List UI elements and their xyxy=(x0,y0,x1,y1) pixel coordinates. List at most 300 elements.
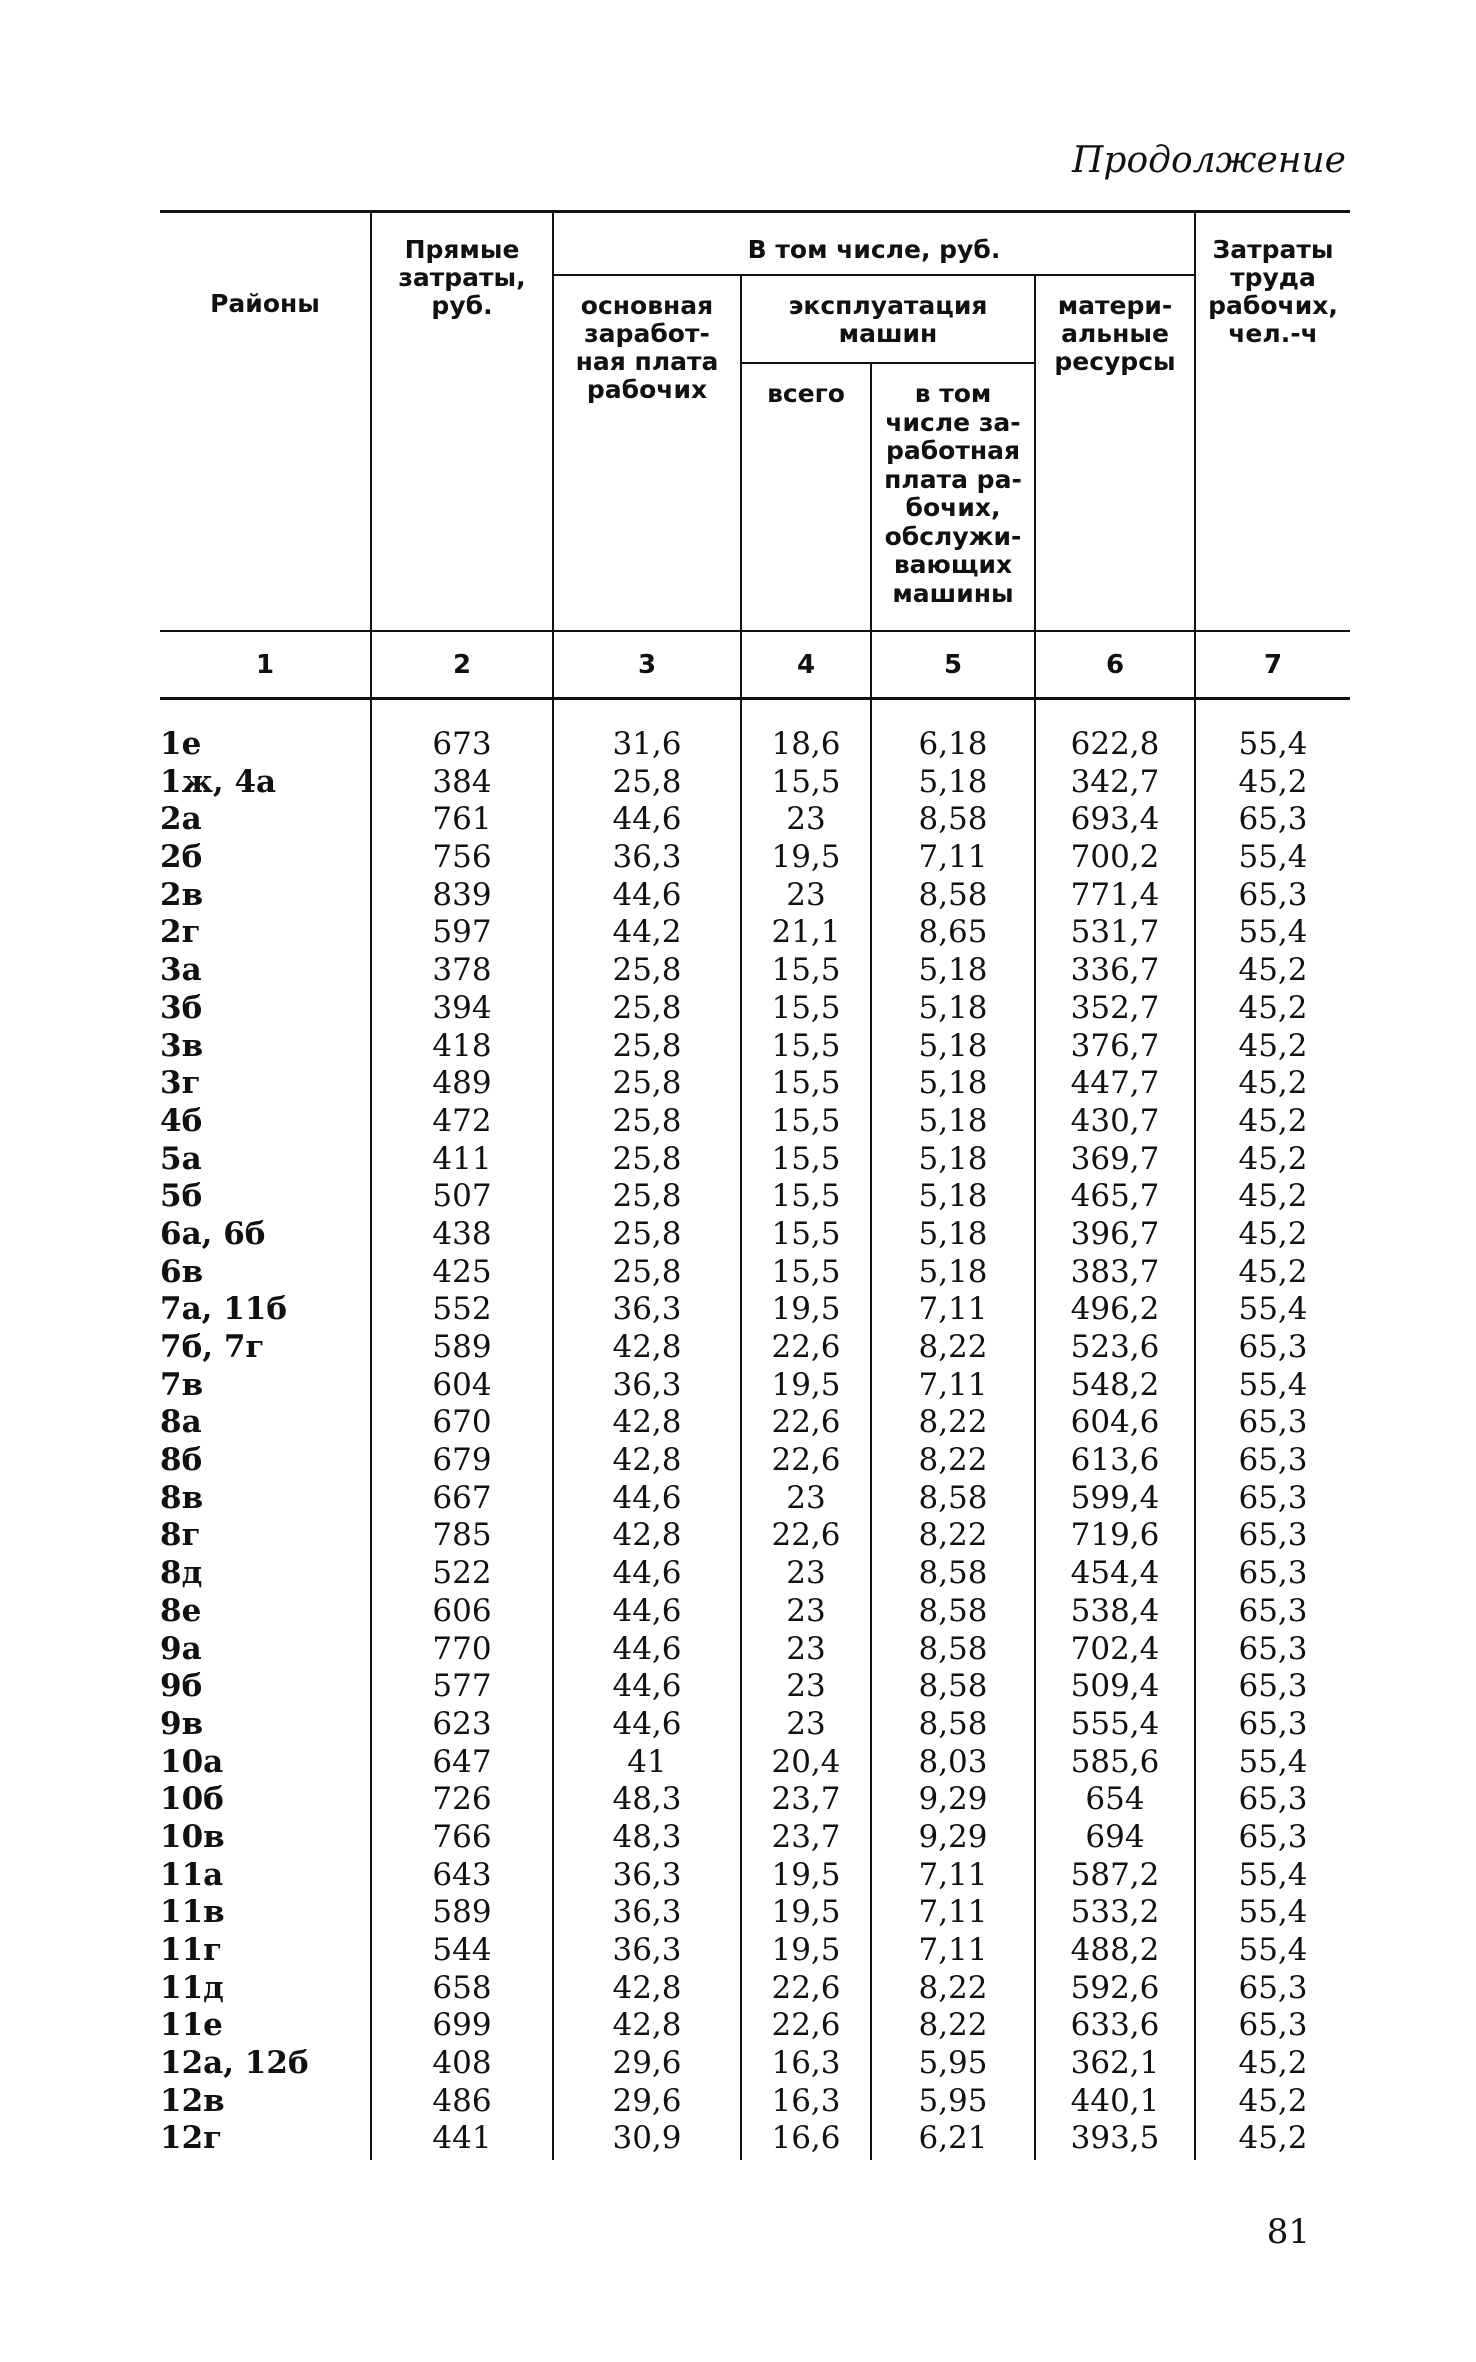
table-row xyxy=(160,1178,1350,1216)
table-row xyxy=(160,2007,1350,2045)
group-main-rule xyxy=(554,274,1194,276)
cell-district: 2г xyxy=(160,914,201,951)
table-top-rule xyxy=(160,210,1350,213)
cell-district: 3г xyxy=(160,1065,201,1102)
cell-direct-costs: 699 xyxy=(432,2007,492,2044)
cell-labor: 65,3 xyxy=(1238,1592,1308,1629)
cell-machines-wages: 8,58 xyxy=(918,1668,988,1705)
cell-labor: 55,4 xyxy=(1238,1856,1308,1893)
table-row xyxy=(160,1291,1350,1329)
cell-machines-total: 22,6 xyxy=(771,2007,841,2044)
cell-direct-costs: 441 xyxy=(432,2120,492,2157)
cell-machines-total: 23 xyxy=(786,876,826,913)
cell-materials: 496,2 xyxy=(1070,1291,1160,1328)
cell-machines-total: 22,6 xyxy=(771,1404,841,1441)
cell-direct-costs: 756 xyxy=(432,839,492,876)
cell-machines-wages: 5,18 xyxy=(918,1215,988,1252)
table-body xyxy=(160,726,1350,2158)
cell-materials: 633,6 xyxy=(1070,2007,1160,2044)
cell-district: 1ж, 4а xyxy=(160,763,277,800)
cell-base-wages: 36,3 xyxy=(612,1932,682,1968)
cell-base-wages: 44,6 xyxy=(612,1592,682,1629)
cell-materials: 383,7 xyxy=(1070,1253,1160,1290)
cell-machines-wages: 5,18 xyxy=(918,1027,988,1064)
cell-base-wages: 36,3 xyxy=(612,1894,682,1931)
cell-materials: 454,4 xyxy=(1070,1555,1160,1592)
cell-base-wages: 44,2 xyxy=(612,914,682,951)
cell-district: 2б xyxy=(160,839,203,876)
table-row xyxy=(160,726,1350,764)
cell-district: 10б xyxy=(160,1781,224,1818)
cell-base-wages: 36,3 xyxy=(612,1856,682,1893)
cell-machines-wages: 8,65 xyxy=(918,914,988,951)
cell-district: 8в xyxy=(160,1479,204,1516)
cell-labor: 45,2 xyxy=(1238,763,1308,800)
continued-label: Продолжение xyxy=(1072,140,1346,181)
table-row xyxy=(160,2045,1350,2083)
group-machines-rule xyxy=(742,362,1034,364)
cell-direct-costs: 507 xyxy=(432,1178,492,1215)
cell-base-wages: 44,6 xyxy=(612,1705,682,1742)
cell-labor: 45,2 xyxy=(1238,1215,1308,1252)
cell-machines-wages: 8,58 xyxy=(918,1592,988,1629)
cell-labor: 55,4 xyxy=(1238,839,1308,876)
cell-base-wages: 42,8 xyxy=(612,1442,682,1479)
cell-district: 2а xyxy=(160,801,202,838)
header-group-machines-line: машин xyxy=(838,319,938,348)
cell-materials: 376,7 xyxy=(1070,1027,1160,1064)
cell-machines-total: 19,5 xyxy=(771,1291,841,1328)
table-row xyxy=(160,839,1350,877)
cell-direct-costs: 486 xyxy=(432,2082,492,2119)
cell-labor: 45,2 xyxy=(1238,1140,1308,1177)
cell-direct-costs: 384 xyxy=(432,763,492,800)
table-row xyxy=(160,1932,1350,1970)
cell-direct-costs: 670 xyxy=(432,1404,492,1441)
header-col5-line: машины xyxy=(892,578,1014,608)
cell-machines-total: 23,7 xyxy=(771,1781,841,1818)
cell-base-wages: 44,6 xyxy=(612,801,682,838)
table-row xyxy=(160,1254,1350,1292)
cell-materials: 352,7 xyxy=(1070,989,1160,1026)
cell-machines-wages: 8,03 xyxy=(918,1743,988,1780)
table-row xyxy=(160,1404,1350,1442)
header-col5-line: бочих, xyxy=(905,493,1001,522)
cell-machines-wages: 6,21 xyxy=(918,2120,988,2157)
cell-machines-wages: 5,18 xyxy=(918,1253,988,1290)
header-col4 xyxy=(742,380,870,408)
table-row xyxy=(160,952,1350,990)
cell-machines-wages: 5,95 xyxy=(918,2082,988,2119)
cell-machines-total: 23 xyxy=(786,801,826,838)
cell-machines-wages: 8,58 xyxy=(918,1479,988,1516)
header-col6-line: матери- xyxy=(1057,291,1173,320)
cell-direct-costs: 577 xyxy=(432,1668,492,1705)
cell-materials: 362,1 xyxy=(1070,2045,1160,2082)
cell-labor: 55,4 xyxy=(1238,1366,1308,1403)
table-row xyxy=(160,1781,1350,1819)
cell-labor: 65,3 xyxy=(1238,1969,1308,2006)
table-row xyxy=(160,914,1350,952)
cell-machines-wages: 5,18 xyxy=(918,1102,988,1139)
cell-materials: 585,6 xyxy=(1070,1743,1160,1780)
cell-direct-costs: 673 xyxy=(432,726,492,762)
cell-machines-total: 18,6 xyxy=(771,726,841,762)
cell-district: 7б, 7г xyxy=(160,1329,265,1365)
cell-machines-total: 15,5 xyxy=(771,1178,841,1215)
table-row xyxy=(160,877,1350,915)
cell-labor: 65,3 xyxy=(1238,1630,1308,1667)
column-number: 3 xyxy=(637,650,657,680)
cell-materials: 393,5 xyxy=(1070,2120,1160,2157)
cell-machines-total: 23 xyxy=(786,1668,826,1705)
cell-machines-total: 19,5 xyxy=(771,1932,841,1968)
cell-machines-wages: 8,22 xyxy=(918,1329,988,1365)
cell-direct-costs: 544 xyxy=(432,1932,492,1968)
cell-base-wages: 36,3 xyxy=(612,839,682,876)
cell-machines-total: 23 xyxy=(786,1705,826,1742)
cell-labor: 55,4 xyxy=(1238,1932,1308,1968)
cell-materials: 592,6 xyxy=(1070,1969,1160,2006)
cell-machines-total: 22,6 xyxy=(771,1442,841,1479)
table-row xyxy=(160,2083,1350,2121)
cell-machines-total: 23 xyxy=(786,1592,826,1629)
header-col5-line: работная xyxy=(885,436,1021,465)
cell-labor: 65,3 xyxy=(1238,1442,1308,1479)
cell-direct-costs: 411 xyxy=(432,1140,492,1177)
cell-machines-wages: 6,18 xyxy=(918,726,988,762)
cell-machines-total: 16,6 xyxy=(771,2120,841,2157)
cell-district: 6а, 6б xyxy=(160,1215,266,1252)
table-row xyxy=(160,1593,1350,1631)
cell-direct-costs: 378 xyxy=(432,952,492,989)
cell-labor: 55,4 xyxy=(1238,1291,1308,1328)
header-col5 xyxy=(872,380,1034,608)
cell-labor: 65,3 xyxy=(1238,1818,1308,1855)
cell-district: 8д xyxy=(160,1555,203,1592)
table-row xyxy=(160,801,1350,839)
cell-materials: 771,4 xyxy=(1070,876,1160,913)
cell-base-wages: 25,8 xyxy=(612,1140,682,1177)
table-row xyxy=(160,1819,1350,1857)
cell-base-wages: 25,8 xyxy=(612,763,682,800)
cell-direct-costs: 589 xyxy=(432,1894,492,1931)
table-row xyxy=(160,1631,1350,1669)
cell-materials: 447,7 xyxy=(1070,1065,1160,1102)
cell-labor: 65,3 xyxy=(1238,1668,1308,1705)
header-col6-line: альные xyxy=(1061,319,1169,348)
cell-machines-total: 22,6 xyxy=(771,1969,841,2006)
cell-machines-total: 15,5 xyxy=(771,1215,841,1252)
cell-district: 8а xyxy=(160,1404,202,1441)
cell-district: 9б xyxy=(160,1668,203,1705)
cell-district: 7а, 11б xyxy=(160,1291,288,1328)
table-row xyxy=(160,1668,1350,1706)
table-row xyxy=(160,2120,1350,2158)
cell-labor: 65,3 xyxy=(1238,1404,1308,1441)
cell-materials: 531,7 xyxy=(1070,914,1160,951)
header-col2-line: руб. xyxy=(431,291,493,320)
cell-labor: 65,3 xyxy=(1238,1329,1308,1365)
cell-direct-costs: 726 xyxy=(432,1781,492,1818)
cell-labor: 45,2 xyxy=(1238,952,1308,989)
cell-machines-total: 19,5 xyxy=(771,839,841,876)
column-number: 4 xyxy=(796,650,816,680)
cell-machines-wages: 8,58 xyxy=(918,1705,988,1742)
cell-materials: 342,7 xyxy=(1070,763,1160,800)
cell-direct-costs: 770 xyxy=(432,1630,492,1667)
cell-materials: 693,4 xyxy=(1070,801,1160,838)
cell-materials: 430,7 xyxy=(1070,1102,1160,1139)
header-col4-line: всего xyxy=(767,379,845,408)
cell-base-wages: 42,8 xyxy=(612,1517,682,1554)
table-row xyxy=(160,1103,1350,1141)
cell-machines-total: 15,5 xyxy=(771,1253,841,1290)
header-col7-line: Затраты xyxy=(1212,235,1334,264)
header-group-main-line: В том числе, руб. xyxy=(747,235,1001,264)
cell-materials: 369,7 xyxy=(1070,1140,1160,1177)
cell-labor: 45,2 xyxy=(1238,1102,1308,1139)
cell-machines-wages: 8,22 xyxy=(918,1517,988,1554)
column-number: 5 xyxy=(943,650,963,680)
cell-machines-total: 19,5 xyxy=(771,1366,841,1403)
cell-labor: 45,2 xyxy=(1238,1253,1308,1290)
header-col7 xyxy=(1196,236,1350,348)
cell-direct-costs: 606 xyxy=(432,1592,492,1629)
cell-labor: 65,3 xyxy=(1238,1479,1308,1516)
cell-materials: 538,4 xyxy=(1070,1592,1160,1629)
cell-base-wages: 31,6 xyxy=(612,726,682,762)
cell-materials: 604,6 xyxy=(1070,1404,1160,1441)
table-row xyxy=(160,1970,1350,2008)
cell-district: 3в xyxy=(160,1027,204,1064)
cell-district: 11а xyxy=(160,1856,224,1893)
header-col2-line: затраты, xyxy=(398,263,526,292)
cell-district: 10в xyxy=(160,1818,225,1855)
cell-materials: 719,6 xyxy=(1070,1517,1160,1554)
cell-district: 2в xyxy=(160,876,204,913)
cell-district: 9а xyxy=(160,1630,202,1667)
cell-district: 8г xyxy=(160,1517,201,1554)
cell-base-wages: 42,8 xyxy=(612,1969,682,2006)
cell-base-wages: 25,8 xyxy=(612,1215,682,1252)
cell-base-wages: 41 xyxy=(627,1743,667,1780)
cell-machines-wages: 5,18 xyxy=(918,1178,988,1215)
cell-direct-costs: 425 xyxy=(432,1253,492,1290)
header-col3-line: заработ- xyxy=(584,319,710,348)
cell-labor: 55,4 xyxy=(1238,1894,1308,1931)
cell-machines-wages: 7,11 xyxy=(918,1291,988,1328)
cell-machines-total: 15,5 xyxy=(771,1140,841,1177)
header-group-machines-line: эксплуатация xyxy=(788,291,988,320)
cell-machines-wages: 5,18 xyxy=(918,763,988,800)
cell-direct-costs: 679 xyxy=(432,1442,492,1479)
cell-district: 8е xyxy=(160,1592,202,1629)
cell-machines-wages: 5,18 xyxy=(918,989,988,1026)
cell-materials: 700,2 xyxy=(1070,839,1160,876)
header-col2 xyxy=(372,236,552,320)
cell-direct-costs: 647 xyxy=(432,1743,492,1780)
cell-machines-wages: 8,22 xyxy=(918,1969,988,2006)
header-col7-line: рабочих, xyxy=(1208,291,1338,320)
cell-labor: 45,2 xyxy=(1238,1027,1308,1064)
header-col3-line: основная xyxy=(580,291,714,320)
cell-base-wages: 29,6 xyxy=(612,2045,682,2082)
column-number: 1 xyxy=(255,650,275,680)
cell-district: 5б xyxy=(160,1178,203,1215)
cell-machines-wages: 9,29 xyxy=(918,1781,988,1818)
cell-base-wages: 48,3 xyxy=(612,1818,682,1855)
cell-machines-total: 21,1 xyxy=(771,914,841,951)
table-row xyxy=(160,1857,1350,1895)
cell-machines-wages: 9,29 xyxy=(918,1818,988,1855)
cell-machines-wages: 7,11 xyxy=(918,1366,988,1403)
cell-machines-total: 23 xyxy=(786,1479,826,1516)
cell-direct-costs: 658 xyxy=(432,1969,492,2006)
table-row xyxy=(160,1367,1350,1405)
cell-direct-costs: 522 xyxy=(432,1555,492,1592)
cell-machines-total: 15,5 xyxy=(771,1027,841,1064)
cell-labor: 55,4 xyxy=(1238,1743,1308,1780)
cell-machines-total: 16,3 xyxy=(771,2045,841,2082)
cell-materials: 533,2 xyxy=(1070,1894,1160,1931)
page-number: 81 xyxy=(1266,2212,1310,2252)
header-group-main xyxy=(554,236,1194,264)
table-row xyxy=(160,1442,1350,1480)
cell-base-wages: 25,8 xyxy=(612,1253,682,1290)
cell-machines-wages: 8,58 xyxy=(918,801,988,838)
cell-district: 12в xyxy=(160,2082,225,2119)
cell-labor: 65,3 xyxy=(1238,1781,1308,1818)
cell-direct-costs: 394 xyxy=(432,989,492,1026)
cell-machines-wages: 8,58 xyxy=(918,1555,988,1592)
cell-materials: 465,7 xyxy=(1070,1178,1160,1215)
cell-machines-total: 15,5 xyxy=(771,1065,841,1102)
cell-district: 11д xyxy=(160,1969,224,2006)
cell-district: 5а xyxy=(160,1140,202,1177)
cell-base-wages: 25,8 xyxy=(612,1027,682,1064)
cell-base-wages: 42,8 xyxy=(612,1404,682,1441)
cell-direct-costs: 667 xyxy=(432,1479,492,1516)
cell-direct-costs: 589 xyxy=(432,1329,492,1365)
cell-materials: 555,4 xyxy=(1070,1705,1160,1742)
cell-machines-wages: 7,11 xyxy=(918,839,988,876)
cell-machines-total: 15,5 xyxy=(771,952,841,989)
cell-direct-costs: 438 xyxy=(432,1215,492,1252)
cell-machines-wages: 5,18 xyxy=(918,952,988,989)
cell-machines-wages: 5,18 xyxy=(918,1065,988,1102)
cell-machines-wages: 5,95 xyxy=(918,2045,988,2082)
colnum-bottom-rule xyxy=(160,697,1350,700)
cell-base-wages: 44,6 xyxy=(612,1630,682,1667)
cell-materials: 396,7 xyxy=(1070,1215,1160,1252)
cell-machines-total: 15,5 xyxy=(771,763,841,800)
cell-materials: 336,7 xyxy=(1070,952,1160,989)
cell-base-wages: 44,6 xyxy=(612,1555,682,1592)
cell-district: 8б xyxy=(160,1442,203,1479)
cell-machines-total: 15,5 xyxy=(771,1102,841,1139)
cell-direct-costs: 489 xyxy=(432,1065,492,1102)
cell-base-wages: 48,3 xyxy=(612,1781,682,1818)
table-row xyxy=(160,1894,1350,1932)
header-col1 xyxy=(160,290,370,318)
cell-district: 9в xyxy=(160,1705,204,1742)
cell-base-wages: 30,9 xyxy=(612,2120,682,2157)
cell-labor: 65,3 xyxy=(1238,1705,1308,1742)
header-col5-line: плата ра- xyxy=(884,464,1022,494)
cell-machines-total: 16,3 xyxy=(771,2082,841,2119)
cell-machines-total: 22,6 xyxy=(771,1329,841,1365)
cell-materials: 548,2 xyxy=(1070,1366,1160,1403)
header-col3 xyxy=(554,292,740,404)
cell-direct-costs: 408 xyxy=(432,2045,492,2082)
cell-labor: 55,4 xyxy=(1238,726,1308,762)
cell-machines-wages: 7,11 xyxy=(918,1894,988,1931)
cell-labor: 65,3 xyxy=(1238,801,1308,838)
cell-materials: 654 xyxy=(1085,1781,1145,1818)
header-group-machines xyxy=(742,292,1034,348)
cell-labor: 45,2 xyxy=(1238,989,1308,1026)
table-row xyxy=(160,1028,1350,1066)
cell-base-wages: 25,8 xyxy=(612,1065,682,1102)
cell-materials: 509,4 xyxy=(1070,1668,1160,1705)
cell-materials: 622,8 xyxy=(1070,726,1160,762)
cell-materials: 488,2 xyxy=(1070,1932,1160,1968)
cell-base-wages: 36,3 xyxy=(612,1366,682,1403)
cell-district: 3а xyxy=(160,952,202,989)
cell-district: 7в xyxy=(160,1366,204,1403)
cell-machines-total: 15,5 xyxy=(771,989,841,1026)
cell-base-wages: 44,6 xyxy=(612,1479,682,1516)
cell-base-wages: 29,6 xyxy=(612,2082,682,2119)
cell-materials: 702,4 xyxy=(1070,1630,1160,1667)
cell-materials: 523,6 xyxy=(1070,1329,1160,1365)
cell-labor: 65,3 xyxy=(1238,1555,1308,1592)
cell-district: 11в xyxy=(160,1894,225,1931)
cell-direct-costs: 766 xyxy=(432,1818,492,1855)
cell-materials: 599,4 xyxy=(1070,1479,1160,1516)
table-row xyxy=(160,1216,1350,1254)
cell-machines-total: 19,5 xyxy=(771,1894,841,1931)
cell-labor: 65,3 xyxy=(1238,876,1308,913)
header-col7-line: труда xyxy=(1230,263,1316,292)
cell-labor: 55,4 xyxy=(1238,914,1308,951)
cell-materials: 440,1 xyxy=(1070,2082,1160,2119)
cell-labor: 45,2 xyxy=(1238,1178,1308,1215)
cell-materials: 613,6 xyxy=(1070,1442,1160,1479)
cell-district: 1е xyxy=(160,726,202,762)
header-col6 xyxy=(1036,292,1194,376)
cell-labor: 45,2 xyxy=(1238,2082,1308,2119)
header-col3-line: рабочих xyxy=(586,375,708,404)
cell-direct-costs: 418 xyxy=(432,1027,492,1064)
cell-labor: 45,2 xyxy=(1238,2120,1308,2157)
cell-machines-wages: 8,22 xyxy=(918,1404,988,1441)
cell-direct-costs: 604 xyxy=(432,1366,492,1403)
cell-machines-wages: 8,58 xyxy=(918,876,988,913)
cell-machines-wages: 5,18 xyxy=(918,1140,988,1177)
cell-district: 10а xyxy=(160,1743,224,1780)
cell-direct-costs: 552 xyxy=(432,1291,492,1328)
cell-machines-total: 23,7 xyxy=(771,1818,841,1855)
header-col6-line: ресурсы xyxy=(1054,347,1176,376)
cell-direct-costs: 839 xyxy=(432,876,492,913)
cell-base-wages: 44,6 xyxy=(612,1668,682,1705)
cell-labor: 65,3 xyxy=(1238,2007,1308,2044)
table-row xyxy=(160,1065,1350,1103)
header-col1-line: Районы xyxy=(210,289,320,318)
cell-district: 12а, 12б xyxy=(160,2045,309,2082)
